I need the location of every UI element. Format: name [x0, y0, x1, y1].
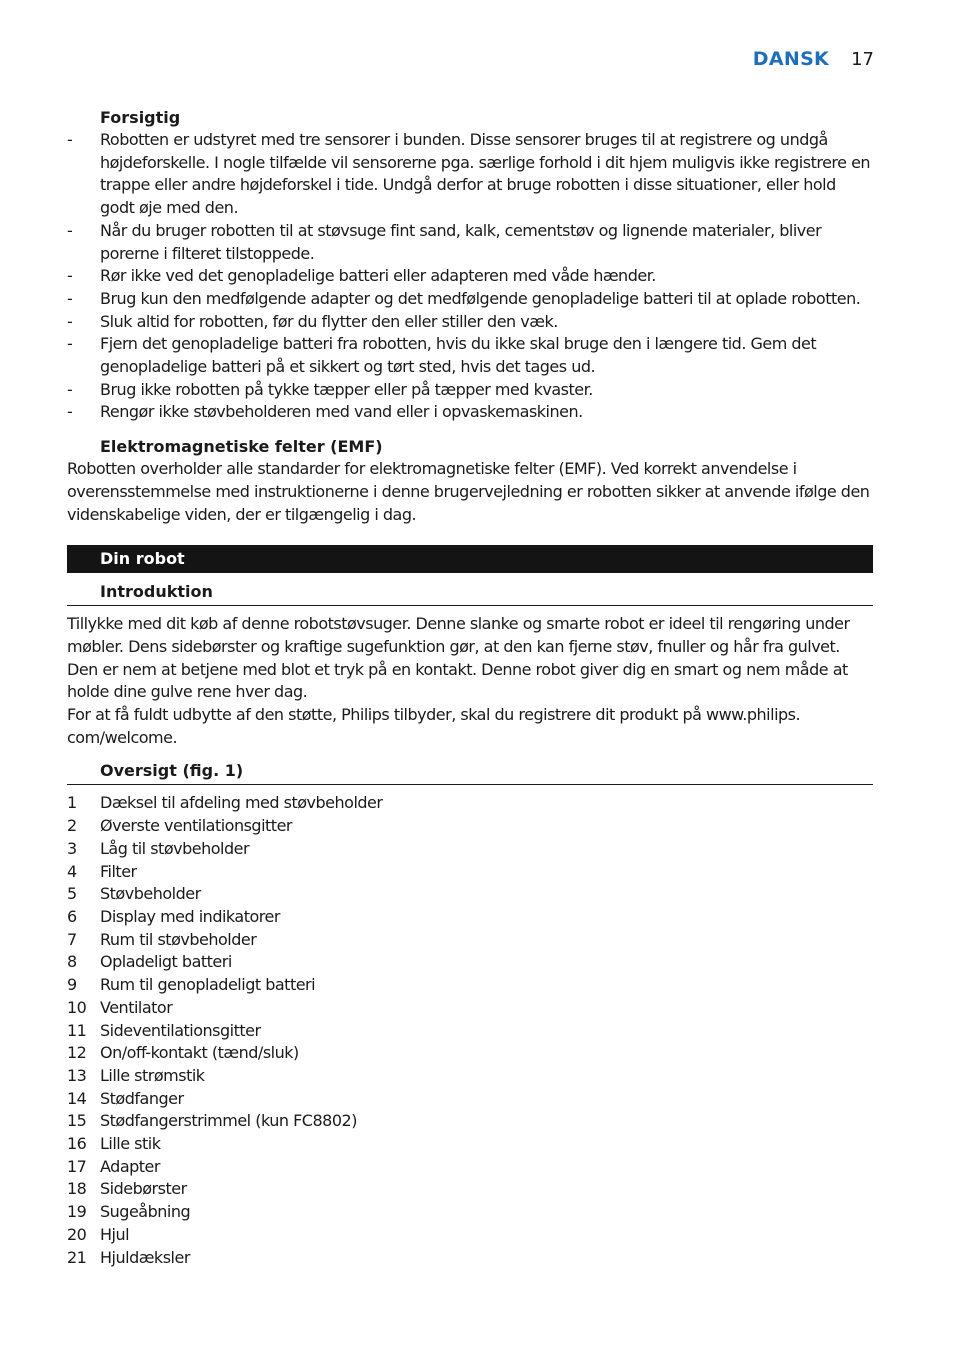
- caution-item: [67, 311, 873, 334]
- list-item: [67, 1088, 873, 1111]
- item-number: 21: [67, 1247, 87, 1267]
- list-item: [67, 1133, 873, 1156]
- caution-item: [67, 220, 873, 265]
- overview-list: [67, 792, 873, 1269]
- item-number: 7: [67, 929, 77, 949]
- list-marker: -: [67, 311, 73, 331]
- list-item: [67, 951, 873, 974]
- list-item: [67, 906, 873, 929]
- item-text: Sideventilationsgitter: [100, 1020, 261, 1040]
- emf-paragraph: Robotten overholder alle standarder for elektromagnetiske felter (EMF). Ved korrekt anvendelse i overensstemmelse med instruktionerne i denne brugervejledning er robotten sikker at anvende ifølge den videnskabelige viden, der er tilgængelig i dag.: [67, 459, 870, 524]
- list-marker: -: [67, 130, 73, 149]
- caution-item: [67, 265, 873, 288]
- list-item: [67, 1178, 873, 1201]
- section-bar-din-robot: Din robot: [67, 545, 873, 573]
- list-item: [67, 1201, 873, 1224]
- page-number: 17: [851, 49, 874, 70]
- item-number: 20: [67, 1224, 87, 1244]
- caution-item-text: Sluk altid for robotten, før du flytter den eller stiller den væk.: [100, 311, 558, 331]
- caution-item-text: Rør ikke ved det genopladelige batteri eller adapteren med våde hænder.: [100, 266, 656, 286]
- caution-item-text: Når du bruger robotten til at støvsuge fint sand, kalk, cementstøv og lignende materialer, bliver porerne i filteret tilstoppede.: [100, 220, 822, 263]
- item-text: Opladeligt batteri: [100, 952, 232, 972]
- list-item: [67, 838, 873, 861]
- list-marker: -: [67, 220, 73, 240]
- list-item: [67, 929, 873, 952]
- item-number: 8: [67, 952, 77, 972]
- list-item: [67, 1042, 873, 1065]
- caution-item: [67, 288, 873, 311]
- list-item: [67, 861, 873, 884]
- item-number: 5: [67, 884, 77, 904]
- item-number: 15: [67, 1111, 87, 1131]
- item-number: 9: [67, 975, 77, 995]
- item-text: Hjuldæksler: [100, 1247, 190, 1267]
- caution-item-text: Brug ikke robotten på tykke tæpper eller på tæpper med kvaster.: [100, 379, 593, 399]
- item-number: 18: [67, 1179, 87, 1199]
- item-number: 2: [67, 816, 77, 836]
- intro-paragraph: Tillykke med dit køb af denne robotstøvsuger. Denne slanke og smarte robot er ideel til rengøring under møbler. Dens sidebørster og kraftige sugefunktion gør, at den kan fjerne støv, fnuller og hår fra gulvet. Den er nem at betjene med blot et tryk på en kontakt. Denne robot giver dig en smart og nem måde at holde dine gulve rene hver dag.: [67, 614, 850, 702]
- page-header: [753, 48, 874, 70]
- item-text: Adapter: [100, 1156, 160, 1176]
- item-number: 6: [67, 906, 77, 926]
- page-content: [67, 106, 873, 1269]
- list-item: [67, 974, 873, 997]
- list-marker: -: [67, 402, 73, 422]
- list-marker: -: [67, 334, 73, 354]
- caution-list: [67, 129, 873, 424]
- caution-item-text: Rengør ikke støvbeholderen med vand eller i opvaskemaskinen.: [100, 402, 583, 422]
- item-text: Stødfangerstrimmel (kun FC8802): [100, 1111, 357, 1131]
- item-text: Rum til støvbeholder: [100, 929, 257, 949]
- list-marker: -: [67, 288, 73, 308]
- emf-heading: Elektromagnetiske felter (EMF): [100, 437, 383, 457]
- list-item: [67, 1224, 873, 1247]
- item-text: Sugeåbning: [100, 1202, 191, 1222]
- list-item: [67, 815, 873, 838]
- item-number: 10: [67, 997, 87, 1017]
- item-number: 13: [67, 1065, 87, 1085]
- item-number: 12: [67, 1043, 87, 1063]
- item-text: Display med indikatorer: [100, 906, 280, 926]
- list-item: [67, 1247, 873, 1270]
- caution-item-text: Robotten er udstyret med tre sensorer i bunden. Disse sensorer bruges til at registrere og undgå højdeforskelle. I nogle tilfælde vil sensorerne pga. særlige forhold i dit hjem muligvis ikke registrere en trappe eller andre højdeforskel i tide. Undgå derfor at bruge robotten i disse situationer, eller hold godt øje med den.: [100, 130, 871, 218]
- list-marker: -: [67, 266, 73, 286]
- item-number: 17: [67, 1156, 87, 1176]
- item-text: Rum til genopladeligt batteri: [100, 975, 316, 995]
- caution-heading: Forsigtig: [100, 108, 181, 127]
- item-number: 4: [67, 861, 77, 881]
- item-text: On/off-kontakt (tænd/sluk): [100, 1043, 299, 1063]
- caution-item: [67, 401, 873, 424]
- item-text: Hjul: [100, 1224, 130, 1244]
- item-number: 1: [67, 793, 77, 813]
- item-text: Lille stik: [100, 1134, 161, 1154]
- item-number: 16: [67, 1134, 87, 1154]
- overview-heading: Oversigt (fig. 1): [67, 759, 873, 785]
- list-item: [67, 792, 873, 815]
- list-item: [67, 1020, 873, 1043]
- item-number: 14: [67, 1088, 87, 1108]
- item-text: Ventilator: [100, 997, 173, 1017]
- list-marker: -: [67, 379, 73, 399]
- caution-item-text: Fjern det genopladelige batteri fra robotten, hvis du ikke skal bruge den i længere tid. Gem det genopladelige batteri på et sikkert og tørt sted, hvis det tages ud.: [100, 334, 817, 377]
- intro-paragraph-register: For at få fuldt udbytte af den støtte, Philips tilbyder, skal du registrere dit produkt på www.philips. com/welcome.: [67, 705, 801, 747]
- caution-item: [67, 333, 873, 378]
- item-text: Filter: [100, 861, 137, 881]
- item-text: Lille strømstik: [100, 1065, 205, 1085]
- caution-item-text: Brug kun den medfølgende adapter og det medfølgende genopladelige batteri til at oplade robotten.: [100, 288, 861, 308]
- intro-heading: Introduktion: [67, 580, 873, 606]
- item-number: 11: [67, 1020, 87, 1040]
- list-item: [67, 1156, 873, 1179]
- list-item: [67, 1065, 873, 1088]
- caution-item: [67, 379, 873, 402]
- caution-item: [67, 129, 873, 220]
- item-text: Dæksel til afdeling med støvbeholder: [100, 793, 383, 813]
- item-text: Øverste ventilationsgitter: [100, 816, 292, 836]
- item-number: 3: [67, 838, 77, 858]
- item-text: Stødfanger: [100, 1088, 184, 1108]
- list-item: [67, 883, 873, 906]
- item-number: 19: [67, 1202, 87, 1222]
- language-label: DANSK: [752, 48, 830, 70]
- item-text: Støvbeholder: [100, 884, 201, 904]
- item-text: Sidebørster: [100, 1179, 187, 1199]
- item-text: Låg til støvbeholder: [100, 838, 250, 858]
- list-item: [67, 1110, 873, 1133]
- list-item: [67, 997, 873, 1020]
